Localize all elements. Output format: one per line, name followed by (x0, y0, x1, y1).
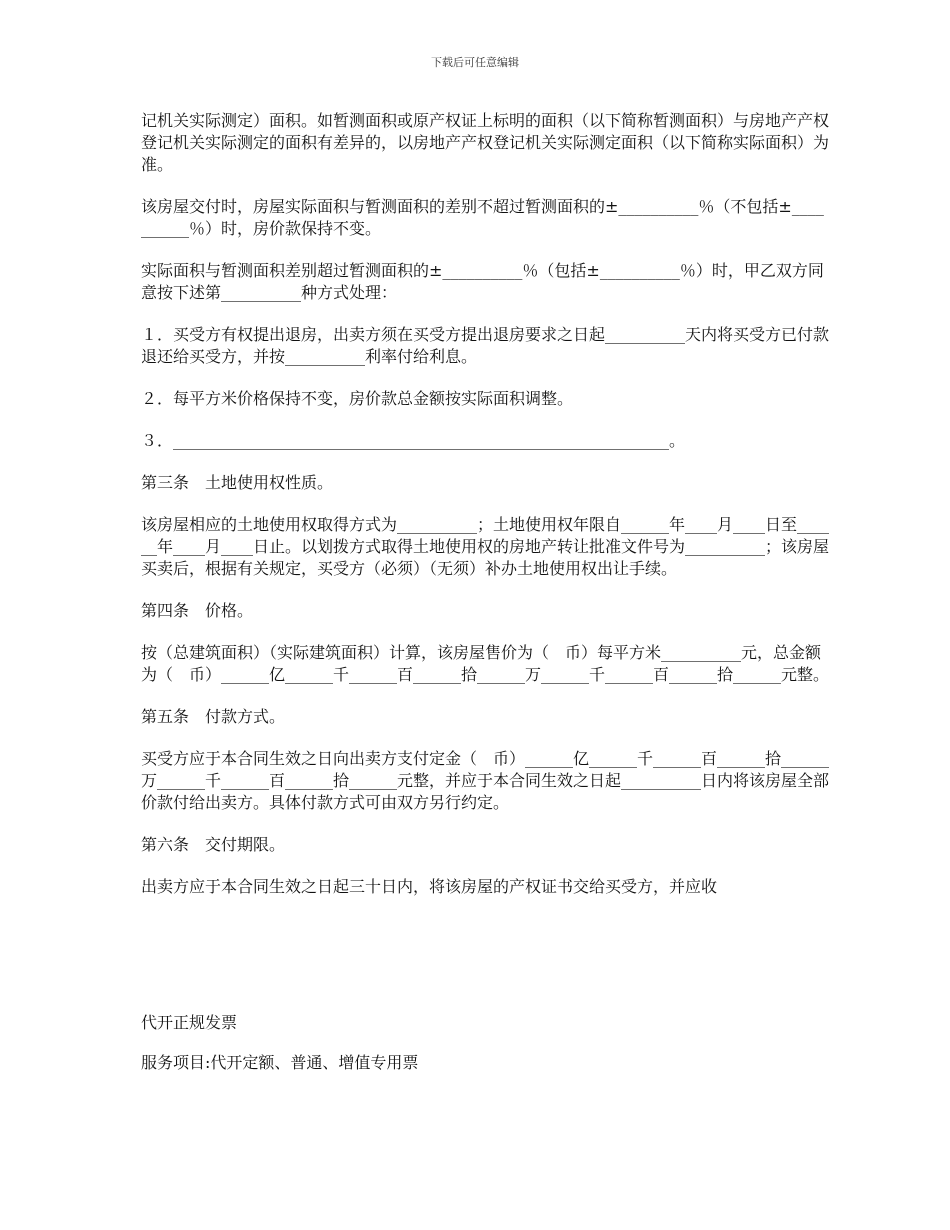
page-header: 下载后可任意编辑 (431, 56, 519, 69)
option-2-adjust: ２．每平方米价格保持不变，房价款总金额按实际面积调整。 (141, 389, 574, 408)
footer-line-invoice: 代开正规发票 (141, 1013, 238, 1032)
article-6-heading: 第六条 交付期限。 (141, 835, 286, 854)
article-4-heading: 第四条 价格。 (141, 601, 254, 620)
paragraph-area-definition: 记机关实际测定）面积。如暂测面积或原产权证上标明的面积（以下简称暂测面积）与房地产产权登记机关实际测定的面积有差异的，以房地产产权登记机关实际测定面积（以下简称实际面积）为准。 (141, 111, 830, 174)
contract-body (141, 110, 831, 918)
article-6-body: 出卖方应于本合同生效之日起三十日内，将该房屋的产权证书交给买受方，并应收 (141, 877, 718, 896)
footer-line-services: 服务项目:代开定额、普通、增值专用票 (141, 1053, 419, 1072)
paragraph-area-tolerance: 该房屋交付时，房屋实际面积与暂测面积的差别不超过暂测面积的±__________％（不包括±__________％）时，房价款保持不变。 (141, 197, 824, 238)
article-5-heading: 第五条 付款方式。 (141, 707, 286, 726)
article-4-body: 按（总建筑面积）（实际建筑面积）计算，该房屋售价为（ 币）每平方米__________元，总金额为（ 币）______亿______千______百______拾______万______千______百______拾______元整。 (141, 643, 830, 684)
article-3-body: 该房屋相应的土地使用权取得方式为__________；土地使用权年限自______年____月____日至______年____月____日止。以划拨方式取得土地使用权的房地产转让批准文件号为__________；该房屋买卖后，根据有关规定，买受方（必须）（无须）补办土地使用权出让手续。 (141, 515, 830, 578)
footer-ad (141, 1012, 831, 1092)
paragraph-area-excess: 实际面积与暂测面积差别超过暂测面积的±__________％（包括±__________％）时，甲乙双方同意按下述第__________种方式处理： (141, 261, 824, 302)
article-3-heading: 第三条 土地使用权性质。 (141, 473, 334, 492)
option-3-blank: ３．______________________________________________________________。 (141, 431, 686, 450)
article-5-body: 买受方应于本合同生效之日向出卖方支付定金（ 币）______亿______千______百______拾______万______千______百______拾______元整，并应于本合同生效之日起__________日内将该房屋全部价款付给出卖方。具体付款方式可由双方另行约定。 (141, 749, 830, 812)
option-1-refund: １．买受方有权提出退房，出卖方须在买受方提出退房要求之日起__________天内将买受方已付款退还给买受方，并按__________利率付给利息。 (141, 325, 830, 366)
